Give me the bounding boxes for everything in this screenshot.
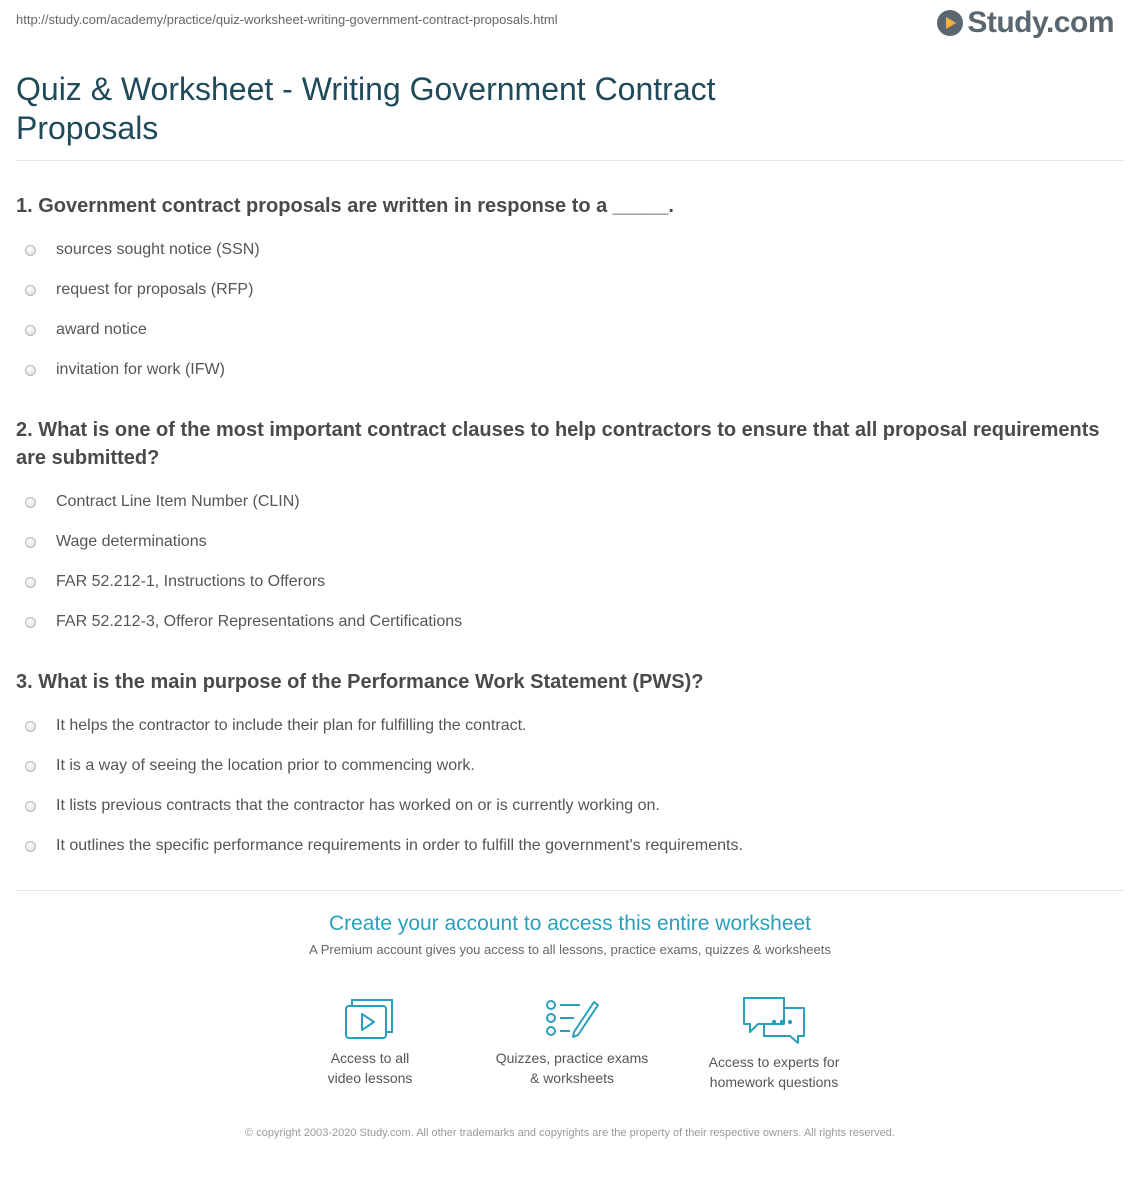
copyright-text: © copyright 2003-2020 Study.com. All other trademarks and copyrights are the property of their respective owners. All rights reserved.: [245, 1127, 895, 1139]
radio-button[interactable]: [25, 617, 36, 628]
option-label: invitation for work (IFW): [56, 361, 225, 378]
question-text: 2. What is one of the most important contract clauses to help contractors to ensure that all proposal requirements are submitted?: [16, 419, 1100, 469]
signup-cta: [0, 912, 1140, 957]
radio-button[interactable]: [25, 577, 36, 588]
answer-option[interactable]: [16, 562, 1116, 602]
radio-button[interactable]: [25, 841, 36, 852]
feature-experts: [676, 996, 872, 1092]
feature-video-lessons: [272, 996, 468, 1092]
video-lesson-icon: [344, 996, 396, 1040]
radio-button[interactable]: [25, 325, 36, 336]
option-label: request for proposals (RFP): [56, 281, 254, 298]
divider: [16, 160, 1124, 161]
option-label: It lists previous contracts that the contractor has worked on or is currently working on.: [56, 797, 660, 814]
radio-button[interactable]: [25, 365, 36, 376]
cta-subtitle: A Premium account gives you access to all lessons, practice exams, quizzes & worksheets: [309, 942, 831, 957]
radio-button[interactable]: [25, 761, 36, 772]
chat-bubbles-icon: [742, 996, 806, 1044]
answer-option[interactable]: [16, 230, 1116, 270]
question-3: [16, 668, 1116, 866]
option-label: It outlines the specific performance requirements in order to fulfill the government's requirements.: [56, 837, 743, 854]
answer-option[interactable]: [16, 350, 1116, 390]
radio-button[interactable]: [25, 721, 36, 732]
option-label: sources sought notice (SSN): [56, 241, 260, 258]
question-1: [16, 192, 1116, 390]
answer-option[interactable]: [16, 826, 1116, 866]
divider: [16, 890, 1124, 891]
option-label: award notice: [56, 321, 147, 338]
question-text: 3. What is the main purpose of the Performance Work Statement (PWS)?: [16, 671, 704, 693]
option-label: FAR 52.212-1, Instructions to Offerors: [56, 573, 326, 590]
option-label: Wage determinations: [56, 533, 207, 550]
answer-option[interactable]: [16, 522, 1116, 562]
quiz-checklist-icon: [544, 996, 600, 1040]
radio-button[interactable]: [25, 801, 36, 812]
feature-label: Access to experts for homework questions: [708, 1054, 840, 1090]
question-2: [16, 416, 1116, 642]
radio-button[interactable]: [25, 497, 36, 508]
answer-option[interactable]: [16, 310, 1116, 350]
features-row: [272, 996, 872, 1092]
radio-button[interactable]: [25, 285, 36, 296]
cta-title[interactable]: Create your account to access this entire worksheet: [328, 912, 812, 935]
answer-option[interactable]: [16, 602, 1116, 642]
question-text: 1. Government contract proposals are written in response to a _____.: [16, 195, 674, 217]
option-label: FAR 52.212-3, Offeror Representations and Certifications: [56, 613, 463, 630]
answer-option[interactable]: [16, 786, 1116, 826]
option-label: It is a way of seeing the location prior to commencing work.: [56, 757, 475, 774]
radio-button[interactable]: [25, 245, 36, 256]
logo-text: Study.com: [967, 6, 1114, 39]
option-label: Contract Line Item Number (CLIN): [56, 493, 300, 510]
option-label: It helps the contractor to include their plan for fulfilling the contract.: [56, 717, 527, 734]
page-url: http://study.com/academy/practice/quiz-worksheet-writing-government-contract-proposals.html: [16, 12, 558, 27]
radio-button[interactable]: [25, 537, 36, 548]
answer-option[interactable]: [16, 482, 1116, 522]
page-title: Quiz & Worksheet - Writing Government Contract Proposals: [16, 71, 716, 146]
answer-option[interactable]: [16, 270, 1116, 310]
play-logo-icon: [937, 10, 963, 36]
feature-label: Access to all video lessons: [327, 1050, 413, 1086]
feature-label: Quizzes, practice exams & worksheets: [495, 1050, 649, 1086]
answer-option[interactable]: [16, 746, 1116, 786]
feature-quizzes: [474, 996, 670, 1092]
answer-option[interactable]: [16, 706, 1116, 746]
study-logo[interactable]: [937, 6, 1114, 40]
